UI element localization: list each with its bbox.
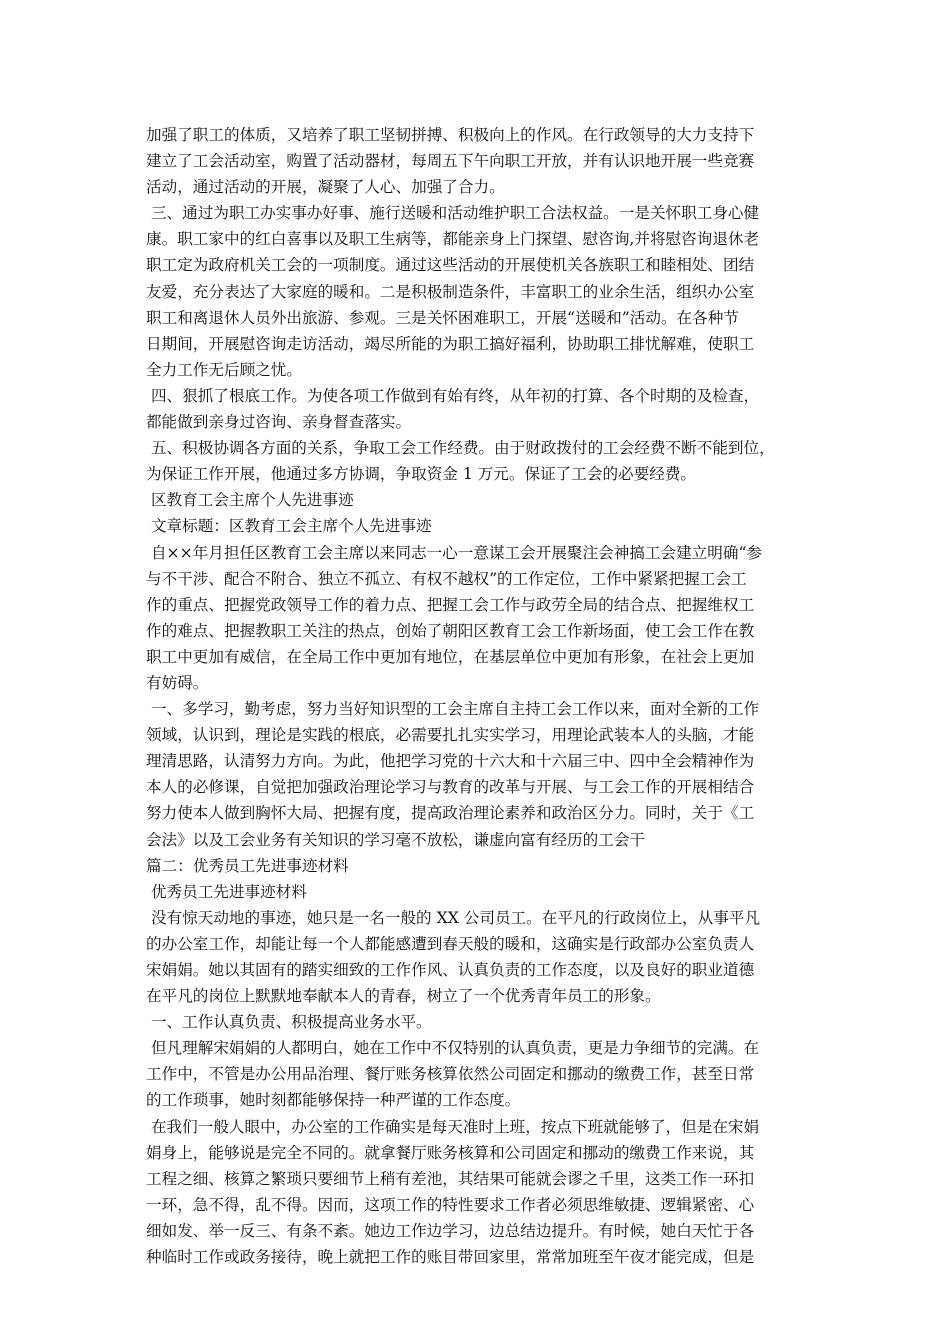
text-line: 但凡理解宋娟娟的人都明白，她在工作中不仅特别的认真负责，更是力争细节的完满。在 — [146, 1039, 760, 1058]
text-line: 的办公室工作，却能让每一个人都能感遭到春天般的暖和，这确实是行政部办公室负责人 — [146, 934, 755, 953]
text-line: 一环，急不得，乱不得。因而，这项工作的特性要求工作者必须思维敏捷、逻辑紧密、心 — [146, 1195, 755, 1214]
text-line: 文章标题：区教育工会主席个人先进事迹 — [146, 517, 432, 536]
text-line: 都能做到亲身过咨询、亲身督查落实。 — [146, 413, 412, 432]
text-line: 工作中，不管是办公用品治理、餐厅账务核算依然公司固定和挪动的缴费工作，甚至日常 — [146, 1065, 755, 1084]
text-line: 全力工作无后顾之忧。 — [146, 360, 302, 379]
text-line: 没有惊天动地的事迹，她只是一名一般的 XX 公司员工。在平凡的行政岗位上，从事平凡 — [146, 908, 761, 927]
text-line: 努力使本人做到胸怀大局、把握有度，提高政治理论素养和政治区分力。同时，关于《工 — [146, 804, 755, 823]
text-line: 本人的必修课，自觉把加强政治理论学习与教育的改革与开展、与工会工作的开展相结合 — [146, 778, 755, 797]
text-line: 建立了工会活动室，购置了活动器材，每周五下午向职工开放，并有认识地开展一些竞赛 — [146, 152, 755, 171]
text-line: 理清思路，认清努力方向。为此，他把学习党的十六大和十六届三中、四中全会精神作为 — [146, 752, 755, 771]
text-line: 领域，认识到，理论是实践的根底，必需要扎扎实实学习，用理论武装本人的头脑，才能 — [146, 726, 755, 745]
text-line: 康。职工家中的红白喜事以及职工生病等，都能亲身上门探望、慰咨询,并将慰咨询退休老 — [146, 230, 760, 249]
text-line: 有妨碍。 — [146, 673, 209, 692]
text-line: 与不干涉、配合不附合、独立不孤立、有权不越权”的工作定位，工作中紧紧把握工会工 — [146, 569, 747, 588]
text-line: 作的重点、把握党政领导工作的着力点、把握工会工作与政劳全局的结合点、把握维权工 — [146, 595, 755, 614]
text-line: 工程之细、核算之繁琐只要细节上稍有差池，其结果可能就会谬之千里，这类工作一环扣 — [146, 1169, 755, 1188]
text-line: 五、积极协调各方面的关系，争取工会工作经费。由于财政拨付的工会经费不断不能到位， — [146, 439, 775, 458]
text-line: 职工中更加有威信，在全局工作中更加有地位，在基层单位中更加有形象，在社会上更加 — [146, 647, 755, 666]
text-line: 日期间，开展慰咨询走访活动，竭尽所能的为职工搞好福利，协助职工排忧解难，使职工 — [146, 334, 755, 353]
text-line: 一、多学习，勤考虑，努力当好知识型的工会主席自主持工会工作以来，面对全新的工作 — [146, 700, 760, 719]
text-line: 加强了职工的体质，又培养了职工坚韧拼搏、积极向上的作风。在行政领导的大力支持下 — [146, 126, 755, 144]
text-line: 篇二：优秀员工先进事迹材料 — [146, 856, 349, 875]
text-line: 在平凡的岗位上默默地奉献本人的青春，树立了一个优秀青年员工的形象。 — [146, 987, 661, 1006]
text-line: 会法》以及工会业务有关知识的学习毫不放松，谦虚向富有经历的工会干 — [146, 830, 646, 849]
text-line: 优秀员工先进事迹材料 — [146, 882, 307, 901]
text-line: 活动，通过活动的开展，凝聚了人心、加强了合力。 — [146, 178, 505, 197]
text-line: 职工定为政府机关工会的一项制度。通过这些活动的开展使机关各族职工和睦相处、团结 — [146, 256, 755, 275]
text-line: 区教育工会主席个人先进事迹 — [146, 491, 354, 510]
text-line: 职工和离退休人员外出旅游、参观。三是关怀困难职工，开展“送暖和”活动。在各种节 — [146, 308, 739, 327]
text-line: 自××年月担任区教育工会主席以来同志一心一意谋工会开展聚注会神搞工会建立明确“参 — [146, 543, 763, 562]
document-page — [146, 122, 806, 1270]
text-line: 在我们一般人眼中，办公室的工作确实是每天准时上班，按点下班就能够了，但是在宋娟 — [146, 1117, 760, 1136]
text-line: 细如发、举一反三、有条不紊。她边工作边学习，边总结边提升。有时候，她白天忙于各 — [146, 1221, 755, 1240]
text-line: 一、工作认真负责、积极提高业务水平。 — [146, 1013, 432, 1032]
text-line: 宋娟娟。她以其固有的踏实细致的工作作风、认真负责的工作态度，以及良好的职业道德 — [146, 961, 755, 979]
text-line: 种临时工作或政务接待，晚上就把工作的账目带回家里，常常加班至午夜才能完成，但是 — [146, 1248, 755, 1267]
text-line: 三、通过为职工办实事办好事、施行送暖和活动维护职工合法权益。一是关怀职工身心健 — [146, 204, 760, 223]
text-line: 娟身上，能够说是完全不同的。就拿餐厅账务核算和公司固定和挪动的缴费工作来说，其 — [146, 1143, 755, 1162]
text-line: 四、狠抓了根底工作。为使各项工作做到有始有终，从年初的打算、各个时期的及检查， — [146, 386, 760, 405]
text-line: 作的难点、把握教职工关注的热点，创始了朝阳区教育工会工作新场面，使工会工作在教 — [146, 621, 755, 640]
text-line: 友爱，充分表达了大家庭的暖和。二是积极制造条件，丰富职工的业余生活，组织办公室 — [146, 282, 755, 301]
text-line: 的工作琐事，她时刻都能够保持一种严谨的工作态度。 — [146, 1091, 521, 1110]
text-line: 为保证工作开展，他通过多方协调，争取资金 1 万元。保证了工会的必要经费。 — [146, 465, 697, 484]
